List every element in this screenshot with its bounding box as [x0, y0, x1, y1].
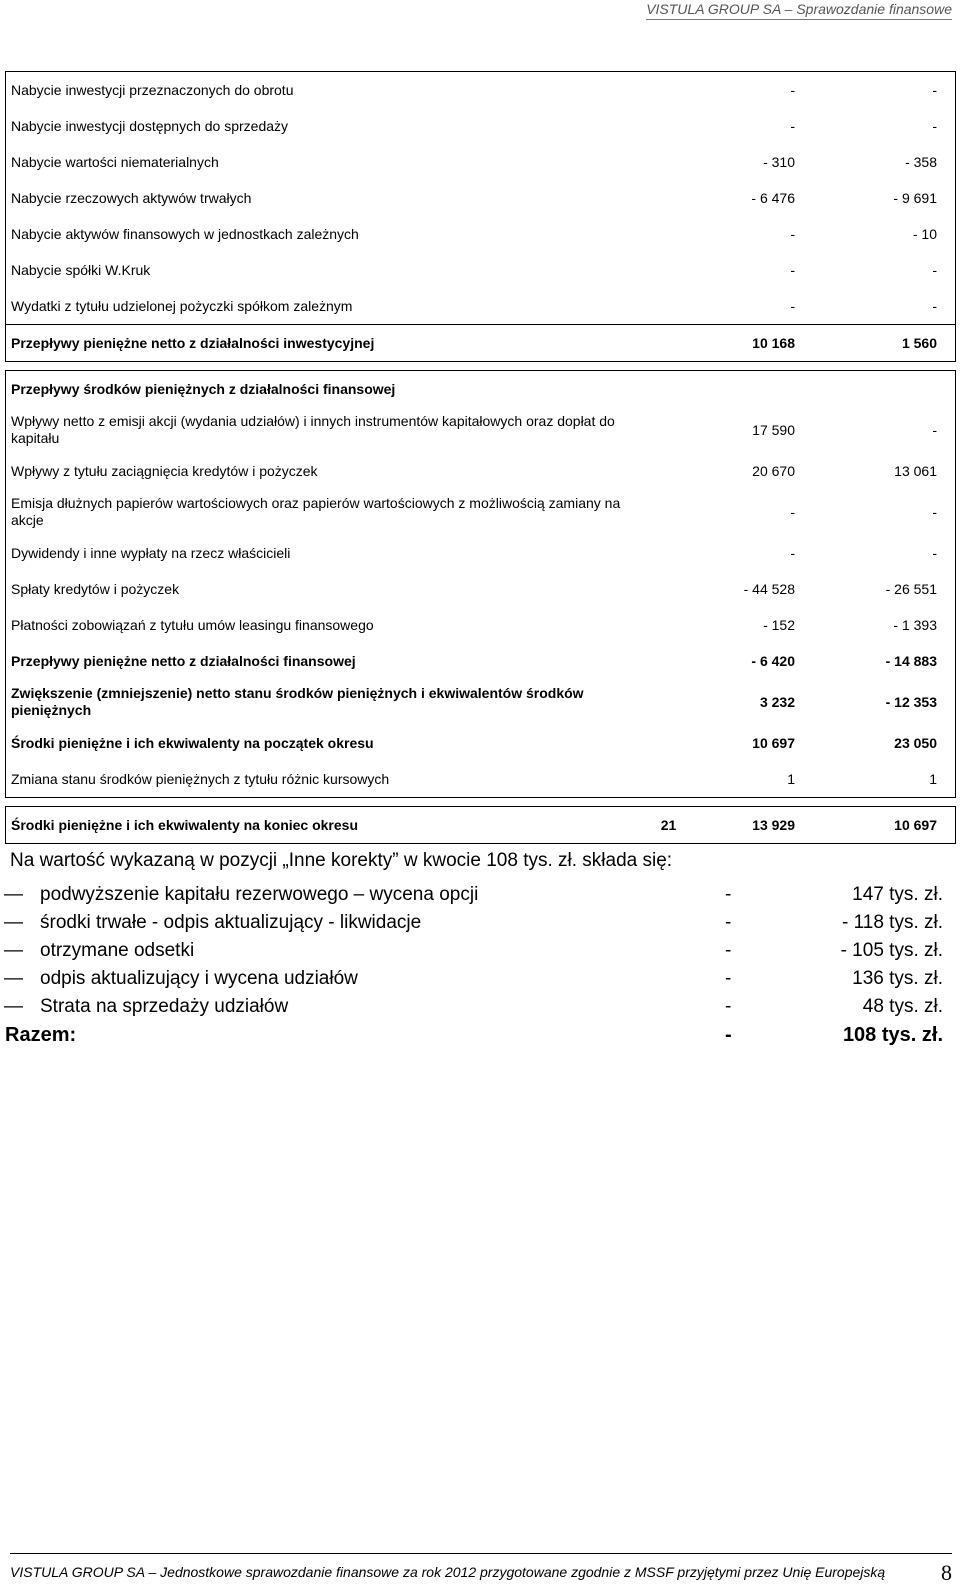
row-value-2011: - — [801, 252, 956, 288]
row-value-2012: - — [790, 503, 795, 520]
table-row — [6, 725, 956, 761]
row-value-2011: - 12 353 — [801, 679, 956, 725]
row-value-2012: - 6 476 — [751, 190, 795, 206]
row-note — [636, 371, 702, 408]
row-note: 21 — [636, 807, 702, 844]
notes-item-amount: - 118 tys. zł. — [841, 912, 943, 933]
row-note — [636, 108, 702, 144]
row-note — [636, 607, 702, 643]
notes-item-amount: 136 tys. zł. — [852, 968, 943, 989]
row-label: Nabycie spółki W.Kruk — [6, 252, 636, 288]
row-note — [636, 535, 702, 571]
row-value-2011: - — [801, 407, 956, 453]
other-adjustments-notes — [4, 850, 950, 1054]
row-note — [636, 252, 702, 288]
row-value-2011: 1 — [801, 761, 956, 798]
notes-item-sep: - — [725, 912, 732, 933]
row-value-2011: - 9 691 — [801, 180, 956, 216]
notes-item — [4, 912, 950, 940]
table-row — [6, 72, 956, 109]
notes-item — [4, 968, 950, 996]
row-value-2012: - — [790, 545, 795, 561]
bullet-dash-icon: — — [4, 940, 23, 961]
notes-item — [4, 996, 950, 1024]
table-row — [6, 108, 956, 144]
notes-total-label: Razem: — [5, 1024, 77, 1046]
page-header — [646, 1, 952, 20]
row-value-2012: 13 929 — [702, 807, 802, 844]
bullet-dash-icon: — — [4, 912, 23, 933]
notes-item-sep: - — [725, 884, 732, 905]
row-label: Emisja dłużnych papierów wartościowych oraz papierów wartościowych z możliwością zamiany na akcje — [6, 489, 636, 535]
row-label: Zmiana stanu środków pieniężnych z tytułu różnic kursowych — [6, 761, 636, 798]
row-value-2012: 1 — [702, 761, 802, 798]
table-row — [6, 807, 956, 844]
row-value-2012: 10 697 — [752, 735, 795, 751]
row-label: Dywidendy i inne wypłaty na rzecz właścicieli — [6, 535, 636, 571]
notes-item-text: podwyższenie kapitału rezerwowego – wycena opcji — [40, 884, 479, 905]
table-row — [6, 489, 956, 535]
notes-item-amount: - 105 tys. zł. — [840, 940, 943, 961]
notes-item-sep: - — [725, 940, 732, 961]
row-label: Zwiększenie (zmniejszenie) netto stanu środków pieniężnych i ekwiwalentów środków pieniężnych — [6, 679, 636, 725]
row-value-2012: - 6 420 — [751, 653, 795, 669]
row-note — [636, 407, 702, 453]
header-title: VISTULA GROUP SA – Sprawozdanie finansowe — [646, 1, 952, 17]
bullet-dash-icon: — — [4, 884, 23, 905]
row-note — [636, 144, 702, 180]
row-label: Nabycie aktywów finansowych w jednostkach zależnych — [6, 216, 636, 252]
row-label: Przepływy pieniężne netto z działalności inwestycyjnej — [6, 325, 636, 362]
bullet-dash-icon: — — [4, 968, 23, 989]
table-row — [6, 252, 956, 288]
row-value-2011: 1 560 — [801, 325, 956, 362]
row-value-2012: 10 168 — [702, 325, 802, 362]
bullet-dash-icon: — — [4, 996, 23, 1017]
table-row — [6, 679, 956, 725]
row-note — [636, 325, 702, 362]
row-note — [636, 725, 702, 761]
footer-text: VISTULA GROUP SA – Jednostkowe sprawozdanie finansowe za rok 2012 przygotowane zgodnie z MSSF przyjętymi przez Unię Europejską — [10, 1564, 886, 1580]
notes-total-sep: - — [725, 1024, 732, 1046]
row-note — [636, 489, 702, 535]
row-value-2011 — [801, 371, 956, 408]
row-value-2012: - 152 — [763, 617, 795, 633]
notes-item-text: odpis aktualizujący i wycena udziałów — [40, 968, 358, 989]
row-value-2011: - — [801, 535, 956, 571]
row-value-2012: - — [790, 118, 795, 134]
row-label: Przepływy pieniężne netto z działalności finansowej — [6, 643, 636, 679]
row-value-2011: - — [801, 72, 956, 109]
table-row — [6, 371, 956, 408]
notes-item-sep: - — [725, 968, 732, 989]
row-label: Wpływy z tytułu zaciągnięcia kredytów i pożyczek — [6, 453, 636, 489]
row-label: Środki pieniężne i ich ekwiwalenty na koniec okresu — [6, 807, 636, 844]
table-row — [6, 216, 956, 252]
table-row — [6, 407, 956, 453]
notes-item-text: środki trwałe - odpis aktualizujący - likwidacje — [40, 912, 422, 933]
notes-item-amount: 48 tys. zł. — [862, 996, 943, 1017]
row-value-2011: - — [801, 288, 956, 325]
row-value-2011: - — [801, 108, 956, 144]
table-row — [6, 325, 956, 362]
row-note — [636, 679, 702, 725]
table-row — [6, 761, 956, 798]
row-label: Nabycie wartości niematerialnych — [6, 144, 636, 180]
row-value-2011: - 1 393 — [801, 607, 956, 643]
row-value-2011: - 10 — [801, 216, 956, 252]
row-label: Wydatki z tytułu udzielonej pożyczki spółkom zależnym — [6, 288, 636, 325]
row-value-2012: - 44 528 — [743, 581, 795, 597]
row-value-2012: 20 670 — [752, 463, 795, 479]
row-label: Środki pieniężne i ich ekwiwalenty na początek okresu — [6, 725, 636, 761]
row-value-2012: - — [790, 298, 795, 314]
table-row — [6, 180, 956, 216]
row-label: Płatności zobowiązań z tytułu umów leasingu finansowego — [6, 607, 636, 643]
row-label: Nabycie inwestycji przeznaczonych do obrotu — [6, 72, 636, 109]
row-value-2012: - — [790, 226, 795, 242]
table-row — [6, 571, 956, 607]
row-value-2011: - 26 551 — [801, 571, 956, 607]
row-note — [636, 643, 702, 679]
notes-item — [4, 884, 950, 912]
row-note — [636, 72, 702, 109]
notes-item — [4, 940, 950, 968]
table-row — [6, 453, 956, 489]
row-value-2012: 17 590 — [752, 421, 795, 438]
notes-item-sep: - — [725, 996, 732, 1017]
row-value-2012: - — [790, 262, 795, 278]
row-value-2011: 13 061 — [801, 453, 956, 489]
cash-flow-table — [5, 71, 956, 844]
row-label: Nabycie inwestycji dostępnych do sprzedaży — [6, 108, 636, 144]
notes-total-amount: 108 tys. zł. — [842, 1024, 943, 1046]
notes-intro: Na wartość wykazaną w pozycji „Inne korekty” w kwocie 108 tys. zł. składa się: — [10, 850, 673, 871]
row-note — [636, 453, 702, 489]
row-label: Nabycie rzeczowych aktywów trwałych — [6, 180, 636, 216]
row-value-2011: - 358 — [801, 144, 956, 180]
row-value-2011: - 14 883 — [801, 643, 956, 679]
notes-item-text: Strata na sprzedaży udziałów — [40, 996, 289, 1017]
row-value-2012: - 310 — [763, 154, 795, 170]
row-label: Przepływy środków pieniężnych z działalności finansowej — [6, 371, 636, 408]
table-row — [6, 144, 956, 180]
row-note — [636, 288, 702, 325]
row-label: Wpływy netto z emisji akcji (wydania udziałów) i innych instrumentów kapitałowych oraz dopłat do kapitału — [6, 407, 636, 453]
table-row — [6, 535, 956, 571]
row-value-2012 — [702, 371, 802, 408]
row-value-2011: - — [801, 489, 956, 535]
row-value-2012: - — [702, 72, 802, 109]
row-value-2011: 10 697 — [801, 807, 956, 844]
row-note — [636, 761, 702, 798]
row-note — [636, 216, 702, 252]
table-row — [6, 607, 956, 643]
row-label: Spłaty kredytów i pożyczek — [6, 571, 636, 607]
notes-item-amount: 147 tys. zł. — [852, 884, 943, 905]
row-value-2011: 23 050 — [801, 725, 956, 761]
notes-total-row — [5, 1024, 950, 1054]
notes-item-text: otrzymane odsetki — [40, 940, 195, 961]
page-number: 8 — [941, 1560, 952, 1585]
table-row — [6, 643, 956, 679]
table-row — [6, 288, 956, 325]
row-value-2012: 3 232 — [759, 693, 795, 710]
row-note — [636, 571, 702, 607]
row-note — [636, 180, 702, 216]
page-footer — [10, 1553, 952, 1586]
